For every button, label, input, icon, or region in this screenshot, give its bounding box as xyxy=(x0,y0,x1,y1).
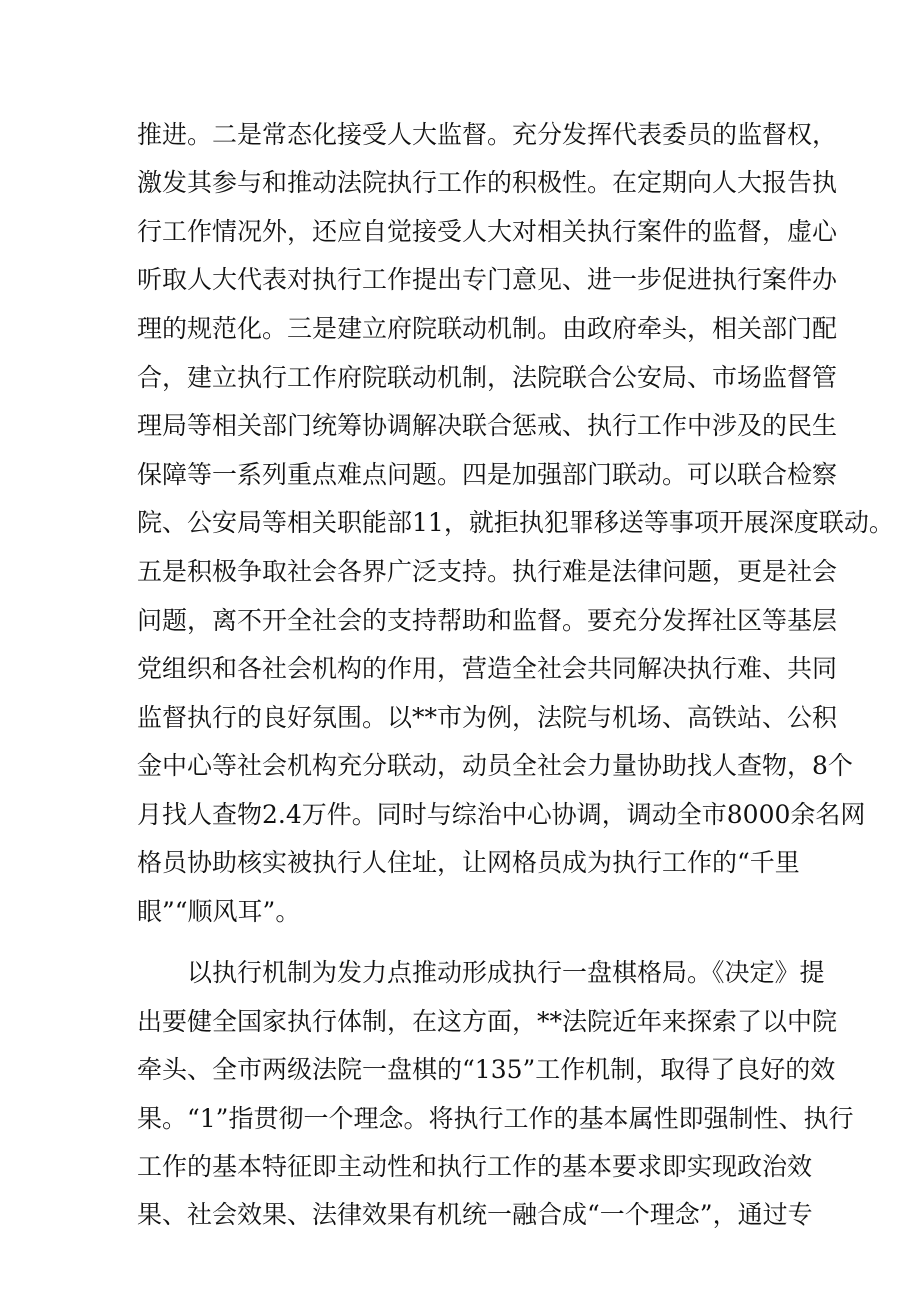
text-line: 问题，离不开全社会的支持帮助和监督。要充分发挥社区等基层 xyxy=(137,606,838,635)
text-line: 理局等相关部门统筹协调解决联合惩戒、执行工作中涉及的民生 xyxy=(137,411,838,440)
text-line: 合，建立执行工作府院联动机制，法院联合公安局、市场监督管 xyxy=(137,363,838,392)
text-line: 行工作情况外，还应自觉接受人大对相关执行案件的监督，虚心 xyxy=(137,217,838,246)
text-line: 金中心等社会机构充分联动，动员全社会力量协助找人查物，8个 xyxy=(137,751,853,780)
text-line: 工作的基本特征即主动性和执行工作的基本要求即实现政治效 xyxy=(137,1152,813,1181)
text-line: 党组织和各社会机构的作用，营造全社会共同解决执行难、共同 xyxy=(137,654,838,683)
text-line: 格员协助核实被执行人住址，让网格员成为执行工作的“千里 xyxy=(137,848,800,877)
text-line: 监督执行的良好氛围。以**市为例，法院与机场、高铁站、公积 xyxy=(137,703,838,732)
text-line: 理的规范化。三是建立府院联动机制。由政府牵头，相关部门配 xyxy=(137,314,838,343)
text-line: 听取人大代表对执行工作提出专门意见、进一步促进执行案件办 xyxy=(137,265,838,294)
text-line: 果、社会效果、法律效果有机统一融合成“一个理念”，通过专 xyxy=(137,1200,813,1229)
text-line: 以执行机制为发力点推动形成执行一盘棋格局。《决定》提 xyxy=(187,958,825,987)
text-line: 月找人查物2.4万件。同时与综治中心协调，调动全市8000余名网 xyxy=(137,800,866,829)
text-line: 果。“1”指贯彻一个理念。将执行工作的基本属性即强制性、执行 xyxy=(137,1104,854,1133)
text-line: 五是积极争取社会各界广泛支持。执行难是法律问题，更是社会 xyxy=(137,557,838,586)
text-line: 牵头、全市两级法院一盘棋的“135”工作机制，取得了良好的效 xyxy=(137,1055,836,1084)
text-line: 眼”“顺风耳”。 xyxy=(137,897,301,926)
text-line: 院、公安局等相关职能部11，就拒执犯罪移送等事项开展深度联动。 xyxy=(137,508,894,537)
text-line: 保障等一系列重点难点问题。四是加强部门联动。可以联合检察 xyxy=(137,460,838,489)
text-line: 推进。二是常态化接受人大监督。充分发挥代表委员的监督权， xyxy=(137,120,838,149)
text-line: 出要健全国家执行体制，在这方面，**法院近年来探索了以中院 xyxy=(137,1007,838,1036)
text-line: 激发其参与和推动法院执行工作的积极性。在定期向人大报告执 xyxy=(137,168,838,197)
